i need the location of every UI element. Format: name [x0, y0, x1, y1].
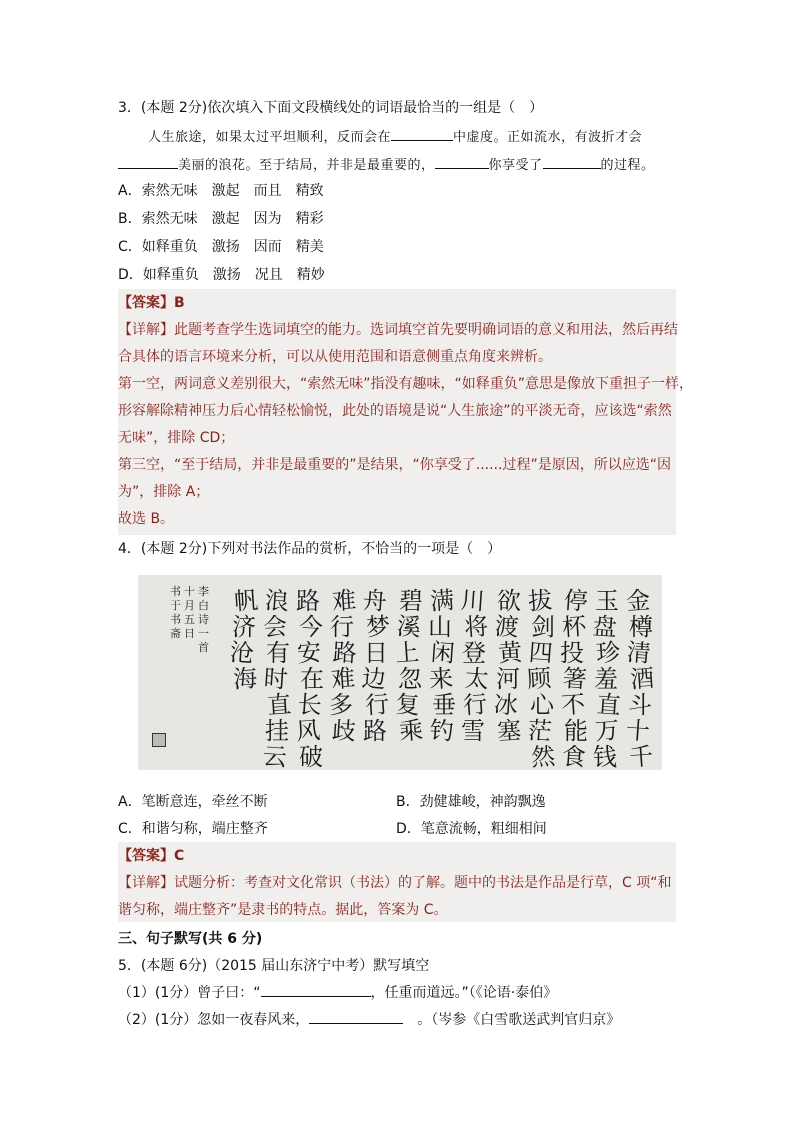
calligraphy-char: 箸 [561, 664, 588, 694]
calligraphy-char: 直 [266, 690, 293, 720]
calligraphy-char: 雪 [461, 717, 485, 745]
inscription-char: 日 [184, 627, 195, 640]
q4-option-c: C．和谐匀称，端庄整齐 [118, 821, 268, 837]
q3-detail-line: 故选 B。 [118, 511, 175, 527]
inscription-char: 月 [184, 599, 195, 612]
q3-detail-line: 合具体的语言环境来分析，可以从使用范围和语意侧重点角度来辨析。 [118, 349, 552, 365]
calligraphy-char: 心 [530, 691, 554, 719]
calligraphy-char: 路 [331, 638, 358, 668]
q5-text: （1）(1分）曾子曰：“ [118, 985, 261, 1001]
inscription-char: 李 [198, 585, 209, 598]
calligraphy-char: 风 [295, 716, 322, 746]
inscription-char: 斋 [170, 627, 181, 640]
calligraphy-char: 乘 [398, 716, 425, 746]
calligraphy-char: 溪 [395, 612, 422, 642]
inscription-char: 十 [184, 585, 195, 598]
calligraphy-char: 会 [262, 612, 289, 642]
calligraphy-char: 今 [297, 612, 324, 642]
q4-option-a: A．笔断意连，牵丝不断 [118, 794, 268, 810]
blank-3 [435, 154, 489, 169]
calligraphy-char: 羞 [594, 665, 618, 693]
q3-option-d: D．如释重负 激扬 况且 精妙 [118, 267, 325, 283]
q4-stem: 4．(本题 2分)下列对书法作品的赏析，不恰当的一项是（ ） [118, 541, 502, 557]
calligraphy-char: 盘 [591, 612, 618, 642]
q5-text: （2）(1分）忽如一夜春风来， [118, 1012, 310, 1028]
calligraphy-char: 斗 [628, 691, 652, 719]
calligraphy-char: 将 [463, 612, 490, 642]
q3-detail-line: 形容解除精神压力后心情轻松愉悦，此处的语境是说“人生旅途”的平淡无奇，应该选“索然 [118, 403, 672, 419]
calligraphy-char: 千 [628, 742, 655, 772]
calligraphy-char: 舟 [361, 586, 388, 616]
q5-text: 。（岑参《白雪歌送武判官归京》 [417, 1012, 621, 1028]
inscription-char: 首 [198, 641, 209, 654]
calligraphy-char: 路 [296, 587, 320, 615]
passage-text: 中虚度。正如流水，有波折才会 [453, 130, 643, 145]
calligraphy-char: 路 [363, 717, 387, 745]
blank-q5-1 [261, 982, 371, 997]
calligraphy-char: 珍 [595, 638, 622, 668]
passage-text: 美丽的浪花。至于结局，并非是最重要的， [178, 158, 435, 173]
calligraphy-char: 时 [262, 664, 289, 694]
calligraphy-char: 停 [562, 586, 589, 616]
q3-passage-line1 [148, 126, 642, 145]
calligraphy-char: 钱 [593, 743, 617, 771]
q4-option-b: B．劲健雄峻，神韵飘逸 [396, 794, 546, 810]
inscription-char: 一 [198, 627, 209, 640]
q3-option-b: B．索然无味 激起 因为 精彩 [118, 211, 324, 227]
passage-text: 你享受了 [488, 158, 543, 173]
calligraphy-char: 然 [530, 742, 557, 772]
passage-text: 的过程。 [600, 158, 655, 173]
calligraphy-char: 歧 [330, 716, 357, 746]
calligraphy-char: 冰 [492, 690, 519, 720]
calligraphy-char: 忽 [398, 665, 422, 693]
calligraphy-char: 食 [560, 742, 587, 772]
section-heading: 三、句子默写(共 6 分) [118, 931, 263, 947]
calligraphy-char: 清 [625, 638, 652, 668]
calligraphy-char: 在 [300, 665, 324, 693]
calligraphy-char: 梦 [365, 612, 392, 642]
q3-passage-line2 [118, 154, 655, 173]
q3-detail-line: 第一空，两词意义差别很大，“索然无味”指没有趣味，“如释重负”意思是像放下重担子一样， [118, 376, 694, 392]
calligraphy-char: 长 [296, 690, 323, 720]
calligraphy-char: 能 [564, 717, 588, 745]
calligraphy-char: 云 [261, 742, 288, 772]
calligraphy-char: 复 [394, 690, 421, 720]
inscription-char: 书 [170, 613, 181, 626]
calligraphy-char: 塞 [496, 716, 523, 746]
q5-text: ，任重而道远。”（《论语·泰伯》 [370, 985, 558, 1001]
q5-stem: 5．(本题 6分)（2015 届山东济宁中考）默写填空 [118, 958, 430, 974]
calligraphy-char: 来 [428, 664, 455, 694]
calligraphy-char: 沧 [228, 638, 255, 668]
blank-4 [543, 154, 601, 169]
calligraphy-char: 河 [496, 665, 520, 693]
calligraphy-char: 玉 [595, 587, 619, 615]
q4-detail-line: 谐匀称，端庄整齐”是隶书的特点。据此，答案为 C。 [118, 902, 448, 918]
calligraphy-char: 茫 [526, 716, 553, 746]
passage-text: 人生旅途，如果太过平坦顺利，反而会在 [148, 130, 392, 145]
calligraphy-char: 四 [527, 638, 554, 668]
calligraphy-image [138, 575, 662, 770]
calligraphy-char: 帆 [233, 586, 260, 616]
calligraphy-char: 樽 [629, 613, 653, 641]
inscription-char: 五 [184, 613, 195, 626]
calligraphy-char: 有 [266, 639, 290, 667]
calligraphy-char: 难 [330, 664, 357, 694]
calligraphy-char: 山 [428, 613, 452, 641]
calligraphy-char: 不 [560, 690, 587, 720]
inscription-char: 诗 [198, 613, 209, 626]
blank-1 [391, 126, 453, 141]
q5-line1 [118, 982, 557, 1002]
calligraphy-char: 日 [364, 639, 388, 667]
calligraphy-char: 浪 [263, 586, 290, 616]
calligraphy-char: 渡 [493, 612, 520, 642]
calligraphy-char: 闲 [429, 638, 456, 668]
blank-2 [118, 154, 178, 169]
calligraphy-char: 杯 [561, 612, 588, 642]
calligraphy-char: 川 [459, 586, 486, 616]
calligraphy-char: 行 [364, 690, 391, 720]
calligraphy-char: 拔 [527, 586, 554, 616]
inscription-char: 白 [198, 599, 209, 612]
inscription-char: 于 [170, 599, 181, 612]
seal-stamp [152, 733, 166, 747]
calligraphy-char: 万 [594, 716, 621, 746]
inscription-char: 书 [170, 585, 181, 598]
q3-detail-line: 为”，排除 A； [118, 484, 210, 500]
calligraphy-char: 顾 [526, 664, 553, 694]
q3-detail-line: 【详解】此题考查学生选词填空的能力。选词填空首先要明确词语的意义和用法，然后再结 [118, 322, 678, 338]
calligraphy-char: 上 [394, 638, 421, 668]
calligraphy-char: 破 [299, 743, 323, 771]
calligraphy-char: 欲 [497, 587, 521, 615]
q5-line2 [118, 1009, 620, 1029]
q4-answer: 【答案】C [118, 848, 185, 864]
q3-option-c: C．如释重负 激扬 因而 精美 [118, 239, 324, 255]
calligraphy-char: 海 [232, 664, 259, 694]
calligraphy-char: 安 [296, 638, 323, 668]
calligraphy-char: 投 [560, 639, 584, 667]
calligraphy-char: 难 [331, 586, 358, 616]
calligraphy-char: 行 [462, 690, 489, 720]
calligraphy-char: 多 [329, 691, 353, 719]
q4-detail-line: 【详解】试题分析：考查对文化常识（书法）的了解。题中的书法是作品是行草，C 项“和 [118, 875, 672, 891]
calligraphy-char: 剑 [531, 613, 555, 641]
q3-answer: 【答案】B [118, 295, 185, 311]
q3-detail-line: 无味”，排除 CD； [118, 430, 235, 446]
q3-option-a: A．索然无味 激起 而且 精致 [118, 183, 324, 199]
q4-option-d: D．笔意流畅，粗细相间 [396, 821, 547, 837]
calligraphy-char: 太 [463, 664, 490, 694]
blank-q5-2 [309, 1009, 403, 1024]
calligraphy-char: 金 [625, 586, 652, 616]
calligraphy-char: 钓 [428, 716, 455, 746]
calligraphy-char: 黄 [497, 638, 524, 668]
calligraphy-char: 边 [360, 664, 387, 694]
calligraphy-char: 行 [330, 613, 354, 641]
calligraphy-char: 垂 [432, 691, 456, 719]
calligraphy-char: 十 [624, 716, 651, 746]
calligraphy-char: 酒 [629, 664, 656, 694]
calligraphy-char: 满 [429, 586, 456, 616]
q3-stem: 3．(本题 2分)依次填入下面文段横线处的词语最恰当的一组是（ ） [118, 100, 544, 116]
calligraphy-char: 挂 [265, 717, 289, 745]
q3-detail-line: 第三空，“至于结局，并非是最重要的”是结果，“你享受了......过程”是原因，所以应选“因 [118, 457, 671, 473]
calligraphy-char: 碧 [399, 587, 423, 615]
calligraphy-char: 直 [595, 690, 622, 720]
calligraphy-char: 登 [462, 639, 486, 667]
calligraphy-char: 济 [232, 613, 256, 641]
